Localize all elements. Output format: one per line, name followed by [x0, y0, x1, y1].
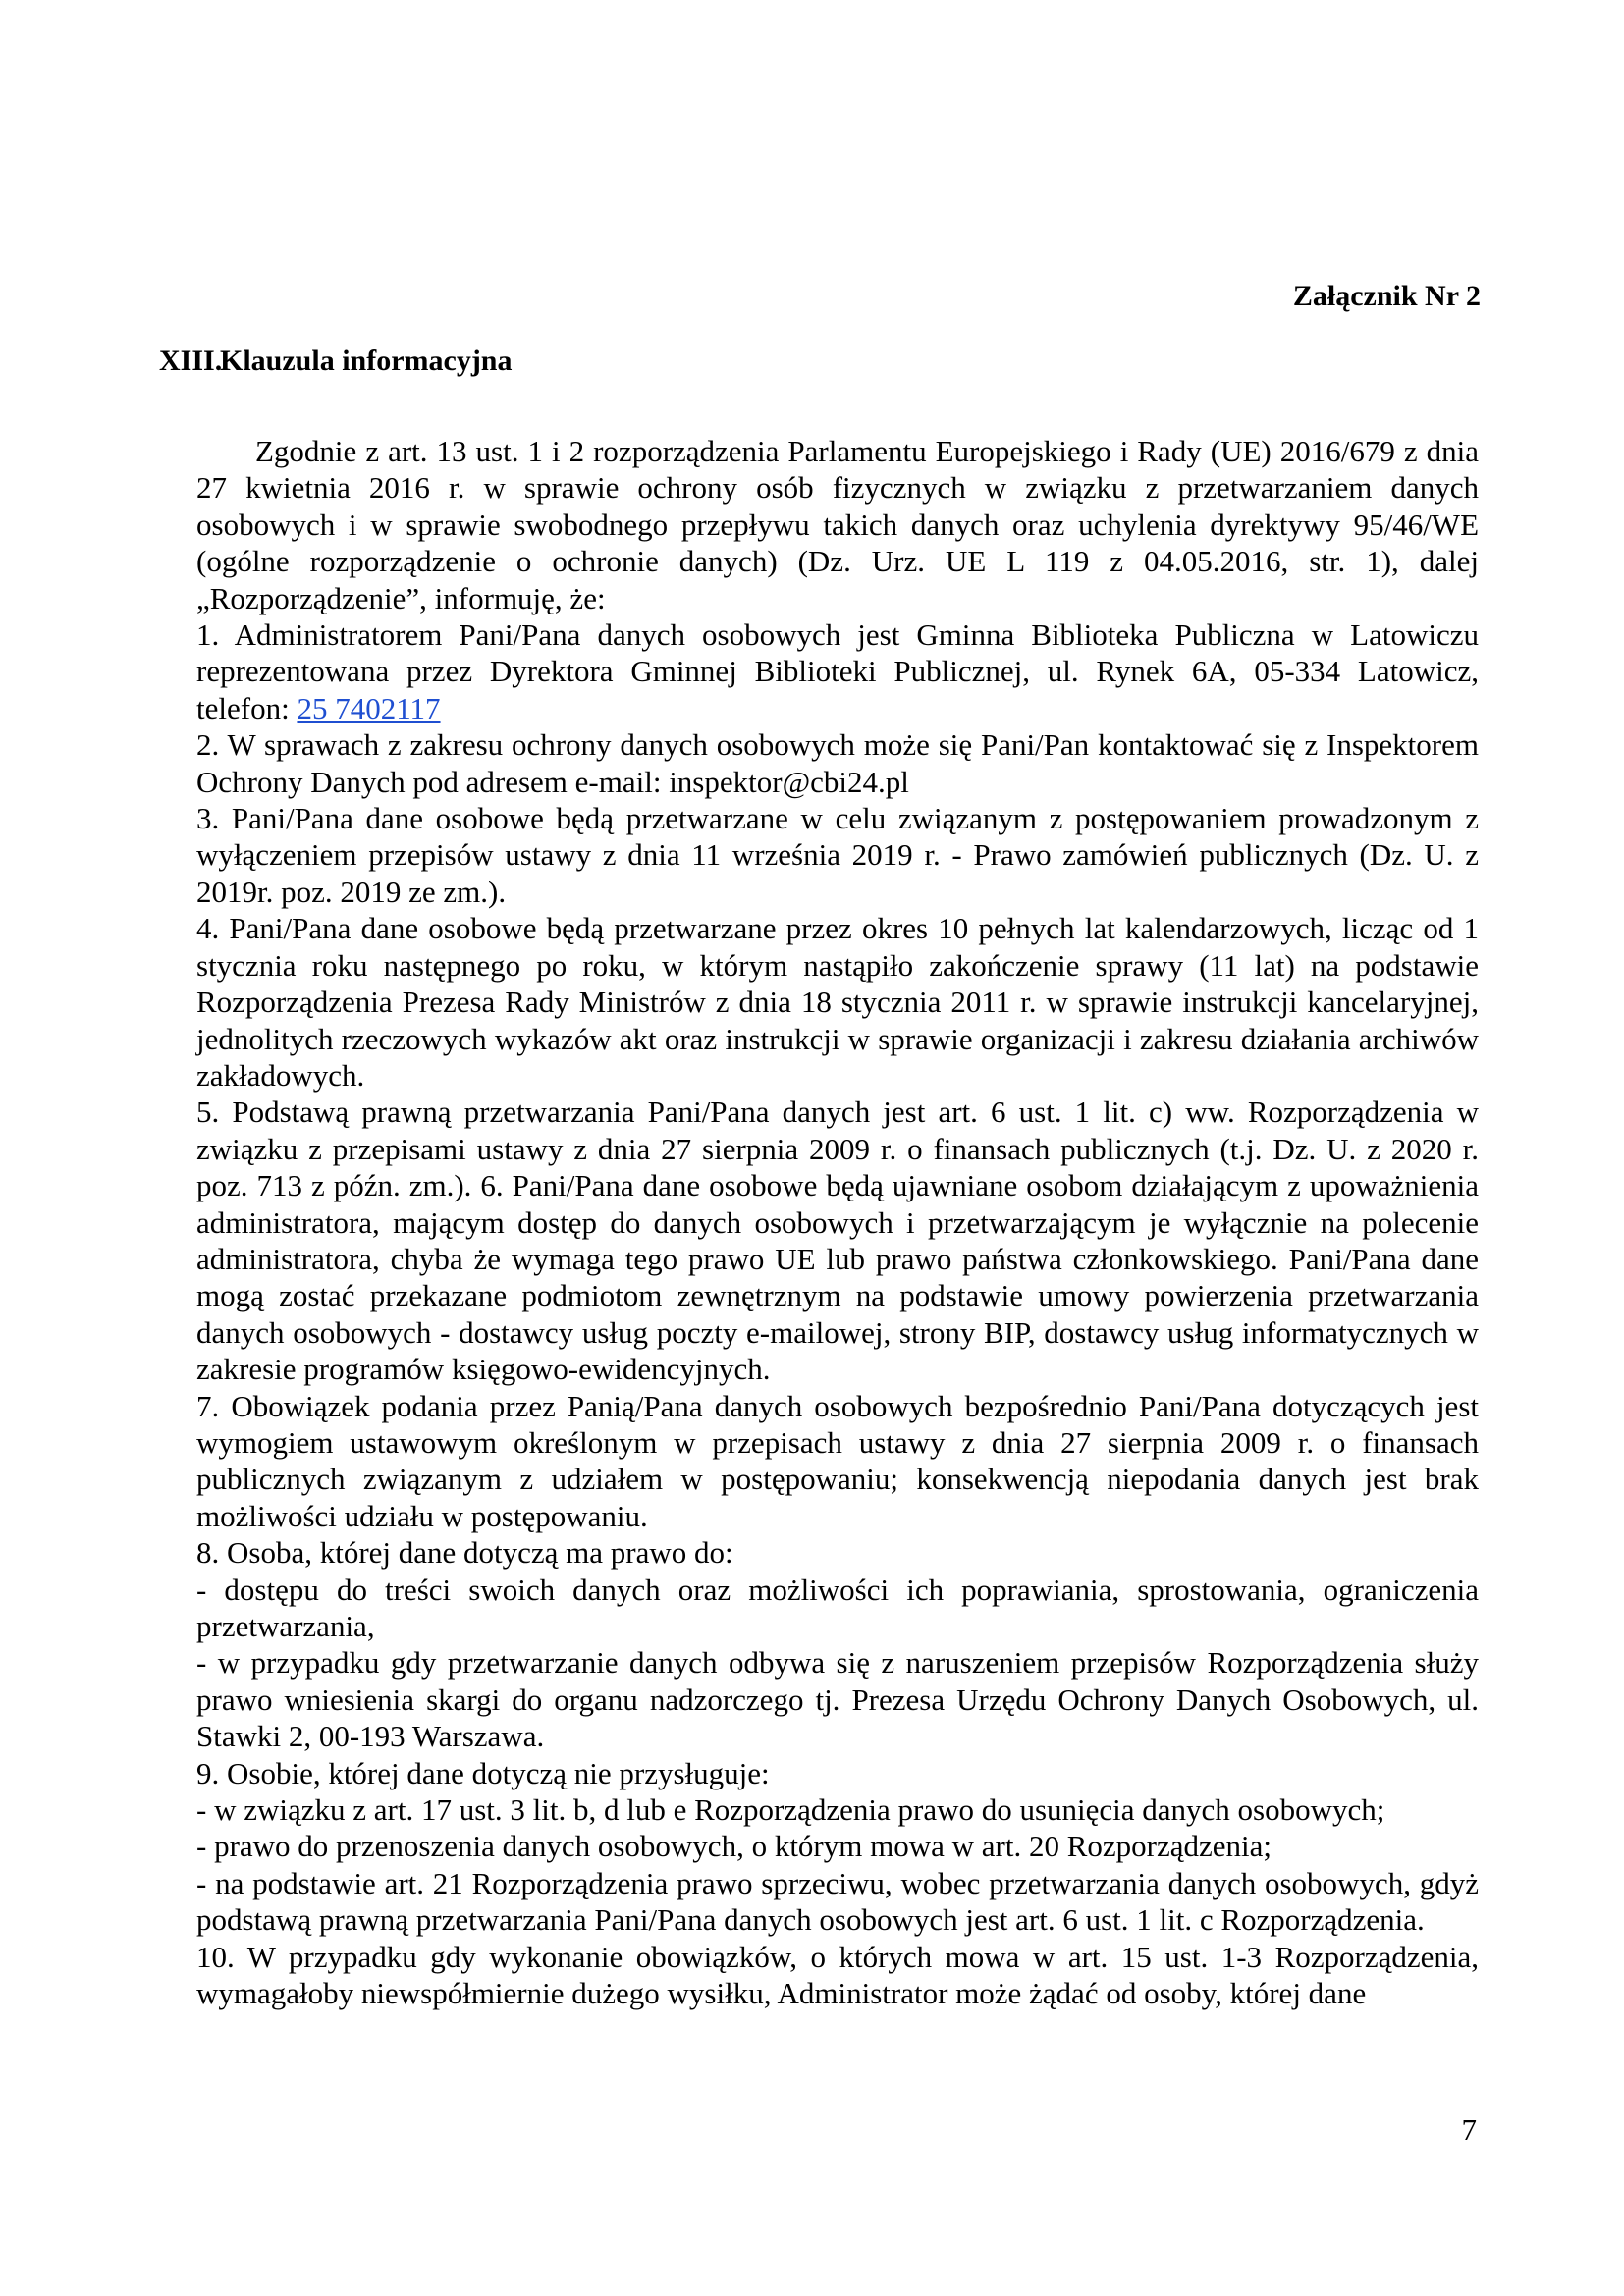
list-item-8-b: - w przypadku gdy przetwarzanie danych odbywa się z naruszeniem przepisów Rozporządzenia służy prawo wniesienia skargi do organu nadzorczego tj. Prezesa Urzędu Ochrony Danych Osobowych, ul. Stawki 2, 00-193 Warszawa.	[196, 1645, 1479, 1754]
document-body	[196, 433, 1479, 2011]
section-heading	[159, 342, 513, 381]
list-item-5-6: 5. Podstawą prawną przetwarzania Pani/Pana danych jest art. 6 ust. 1 lit. c) ww. Rozporządzenia w związku z przepisami ustawy z dnia 27 sierpnia 2009 r. o finansach publicznych (t.j. Dz. U. z 2020 r. poz. 713 z późn. zm.). 6. Pani/Pana dane osobowe będą ujawniane osobom działającym z upoważnienia administratora, mającym dostęp do danych osobowych i przetwarzającym je wyłącznie na polecenie administratora, chyba że wymaga tego prawo UE lub prawo państwa członkowskiego. Pani/Pana dane mogą zostać przekazane podmiotom zewnętrznym na podstawie umowy powierzenia przetwarzania danych osobowych - dostawcy usług poczty e-mailowej, strony BIP, dostawcy usług informatycznych w zakresie programów księgowo-ewidencyjnych.	[196, 1095, 1479, 1387]
list-item-8-a: - dostępu do treści swoich danych oraz możliwości ich poprawiania, sprostowania, ograniczenia przetwarzania,	[196, 1572, 1479, 1643]
phone-link[interactable]: 25 7402117	[297, 690, 441, 725]
list-item-10: 10. W przypadku gdy wykonanie obowiązków, o których mowa w art. 15 ust. 1-3 Rozporządzenia, wymagałoby niewspółmiernie dużego wysiłku, Administrator może żądać od osoby, której dane	[196, 1939, 1479, 2011]
intro-paragraph: Zgodnie z art. 13 ust. 1 i 2 rozporządzenia Parlamentu Europejskiego i Rady (UE) 2016/679 z dnia 27 kwietnia 2016 r. w sprawie ochrony osób fizycznych w związku z przetwarzaniem danych osobowych i w sprawie swobodnego przepływu takich danych oraz uchylenia dyrektywy 95/46/WE (ogólne rozporządzenie o ochronie danych) (Dz. Urz. UE L 119 z 04.05.2016, str. 1), dalej „Rozporządzenie”, informuję, że:	[196, 434, 1479, 615]
attachment-label: Załącznik Nr 2	[1292, 280, 1481, 312]
list-item-2: 2. W sprawach z zakresu ochrony danych osobowych może się Pani/Pan kontaktować się z Inspektorem Ochrony Danych pod adresem e-mail: inspektor@cbi24.pl	[196, 727, 1479, 799]
list-item-9-a: - w związku z art. 17 ust. 3 lit. b, d lub e Rozporządzenia prawo do usunięcia danych osobowych;	[196, 1792, 1385, 1828]
list-item-9-c: - na podstawie art. 21 Rozporządzenia prawo sprzeciwu, wobec przetwarzania danych osobowych, gdyż podstawą prawną przetwarzania Pani/Pana danych osobowych jest art. 6 ust. 1 lit. c Rozporządzenia.	[196, 1865, 1479, 1938]
list-item-4: 4. Pani/Pana dane osobowe będą przetwarzane przez okres 10 pełnych lat kalendarzowych, licząc od 1 stycznia roku następnego po roku, w którym nastąpiło zakończenie sprawy (11 lat) na podstawie Rozporządzenia Prezesa Rady Ministrów z dnia 18 stycznia 2011 r. w sprawie instrukcji kancelaryjnej, jednolitych rzeczowych wykazów akt oraz instrukcji w sprawie organizacji i zakresu działania archiwów zakładowych.	[196, 911, 1479, 1093]
page-number: 7	[1461, 2112, 1477, 2147]
list-item-7: 7. Obowiązek podania przez Panią/Pana danych osobowych bezpośrednio Pani/Pana dotyczących jest wymogiem ustawowym określonym w przepisach ustawy z dnia 27 sierpnia 2009 r. o finansach publicznych związanym z udziałem w postępowaniu; konsekwencją niepodania danych jest brak możliwości udziału w postępowaniu.	[196, 1388, 1479, 1533]
list-item-8-heading: 8. Osoba, której dane dotyczą ma prawo do:	[196, 1535, 733, 1571]
list-item-1	[196, 616, 1479, 726]
section-title: Klauzula informacyjna	[220, 345, 513, 377]
list-item-3: 3. Pani/Pana dane osobowe będą przetwarzane w celu związanym z postępowaniem prowadzonym z wyłączeniem przepisów ustawy z dnia 11 września 2019 r. - Prawo zamówień publicznych (Dz. U. z 2019r. poz. 2019 ze zm.).	[196, 801, 1479, 909]
list-item-9-heading: 9. Osobie, której dane dotyczą nie przysługuje:	[196, 1755, 770, 1790]
list-item-1-text: 1. Administratorem Pani/Pana danych osobowych jest Gminna Biblioteka Publiczna w Latowiczu reprezentowana przez Dyrektora Gminnej Biblioteki Publicznej, ul. Rynek 6A, 05-334 Latowicz, telefon:	[196, 617, 1479, 725]
section-number: XIII.	[159, 345, 223, 377]
list-item-9-b: - prawo do przenoszenia danych osobowych, o którym mowa w art. 20 Rozporządzenia;	[196, 1829, 1272, 1864]
